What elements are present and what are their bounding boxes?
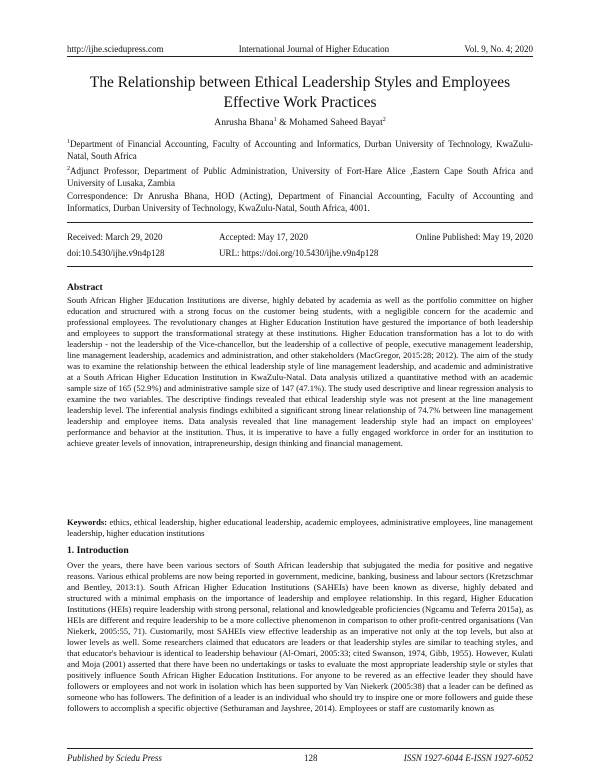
paper-title: The Relationship between Ethical Leadership Styles and Employees Effective Work Practices (89, 74, 511, 111)
doi-url[interactable]: URL: https://doi.org/10.5430/ijhe.v9n4p128 (219, 248, 379, 258)
author-2: Mohamed Saheed Bayat (288, 117, 383, 129)
meta-rule-bottom (67, 266, 533, 267)
affiliation-1-text: Department of Financial Accounting, Faculty of Accounting and Informatics, Durban University of Technology, KwaZulu-Natal, South Africa (67, 139, 533, 161)
affiliation-2-marker: 2 (67, 166, 70, 172)
introduction-heading: 1. Introduction (67, 545, 129, 556)
correspondence: Correspondence: Dr Anrusha Bhana, HOD (Acting), Department of Financial Accounting, Faculty of Accounting and Informatics, Durban University of Technology, KwaZulu-Natal, South Africa, 4001. (67, 191, 533, 213)
abstract-body: South African Higher ]Education Institutions are diverse, highly debated by academia as well as the portfolio committee on higher education and structured with a strong focus on the customer being students, with a negligible concern for the academic and professional employees. The revolutionary changes at Higher Education Institution have gestured the importance of both leadership and employees to support the transformational strategy at these institutions. Higher Education transformation has a lot to do with leadership - not the leadership of the Vice-chancellor, but the leadership of a collective of people, executive management leadership, line management leadership, academics and administration, and other stakeholders (MacGregor, 2015:28; 2012). The aim of the study was to examine the relationship between the ethical leadership style of line management leadership, and academic and administrative at a South African Higher Education Institution in KwaZulu-Natal. Data analysis utilized a quantitative method with an academic sample size of 165 (52.9%) and administrative sample size of 147 (47.1%). The study used descriptive and linear regression analysis to examine the two variables. The descriptive findings revealed that ethical leadership style was not present at the line management leadership level. The inferential analysis findings exhibited a significant strong linear relationship of 74.7% between line management leadership and employee items. Data analysis revealed that line management leadership style had an impact on employees' performance and behavior at the institution. Thus, it is imperative to have a fully engaged workforce in order for an institution to achieve greater levels of innovation, intrapreneurship, design thinking and financial management. (67, 295, 533, 448)
volume-info: Vol. 9, No. 4; 2020 (464, 44, 533, 54)
header-rule (67, 56, 533, 57)
published-date: Online Published: May 19, 2020 (415, 232, 533, 242)
affiliation-2 (67, 163, 533, 189)
footer-rule (67, 748, 533, 749)
affiliation-1 (67, 136, 533, 162)
page-footer (67, 753, 533, 763)
abstract-heading: Abstract (67, 282, 103, 293)
author-1: Anrusha Bhana (214, 117, 274, 129)
affiliation-2-text: Adjunct Professor, Department of Public Administration, University of Fort-Hare Alice ,Eastern Cape South Africa and University of Lusaka, Zambia (67, 166, 533, 188)
keywords (67, 517, 533, 539)
keywords-text: ethics, ethical leadership, higher educational leadership, academic employees, administrative employees, line management leadership, higher education institutions (67, 517, 533, 538)
introduction-body: Over the years, there have been various sectors of South African leadership that subjugated the media for positive and negative reasons. Various ethical problems are now being reported in government, medicine, banking, business and labour sectors (Kretzschmar and Bentley, 2013:1). South African Higher Education Institutions (SAHEIs) have been known as diverse, highly debated and structured with a minimal emphasis on the importance of leadership and employee relationship. In this regard, Higher Education Institutions (HEIs) require leadership with strong personal, relational and knowledgeable proficiencies (Ngcamu and Teferra 2015a), as HEIs are different and require leadership to be a more collective phenomenon in comparison to other profit-centred organisations (Van Niekerk, 2005:55, 71). Customarily, most SAHEIs view effective leadership as an imperative not only at the top levels, but also at lower levels as well. Some researchers claimed that educators are leaders or that leadership styles are similar to teaching styles, and that educator's behaviour is identical to leadership behaviour (Al-Omari, 2005:33; cited Swanson, 1974, Gibb, 1955). However, Kulati and Moja (2001) asserted that there have been no undertakings or tasks to evaluate the most appropriate leadership style or styles that positively influence South African Higher Education Institutions. For anyone to be revered as an effective leader they should have followers or employees and not work in isolation which has been supported by Van Niekerk (2005:38) that a leader can be defined as someone who has followers. The definition of a leader is an individual who should try to inspire one or more followers and guide these followers to accomplish a specific objective (Sethuraman and Jayshree, 2014). Employees or staff are customarily known as (67, 560, 533, 713)
author-2-marker: 2 (382, 117, 386, 123)
author-1-marker: 1 (273, 117, 277, 123)
page-number: 128 (304, 753, 318, 763)
running-header (67, 44, 533, 54)
meta-rule-top (67, 222, 533, 223)
dates-row (67, 232, 533, 242)
doi-row (67, 248, 533, 258)
publisher: Published by Sciedu Press (67, 753, 162, 763)
author-separator: & (276, 117, 289, 129)
journal-url[interactable]: http://ijhe.sciedupress.com (67, 44, 164, 54)
received-date: Received: March 29, 2020 (67, 232, 163, 242)
doi[interactable]: doi:10.5430/ijhe.v9n4p128 (67, 248, 165, 258)
keywords-label: Keywords: (67, 517, 108, 527)
journal-name: International Journal of Higher Education (238, 44, 390, 54)
affiliation-1-marker: 1 (67, 139, 70, 145)
issn: ISSN 1927-6044 E-ISSN 1927-6052 (403, 753, 533, 763)
author-line (67, 117, 533, 128)
accepted-date: Accepted: May 17, 2020 (219, 232, 308, 242)
